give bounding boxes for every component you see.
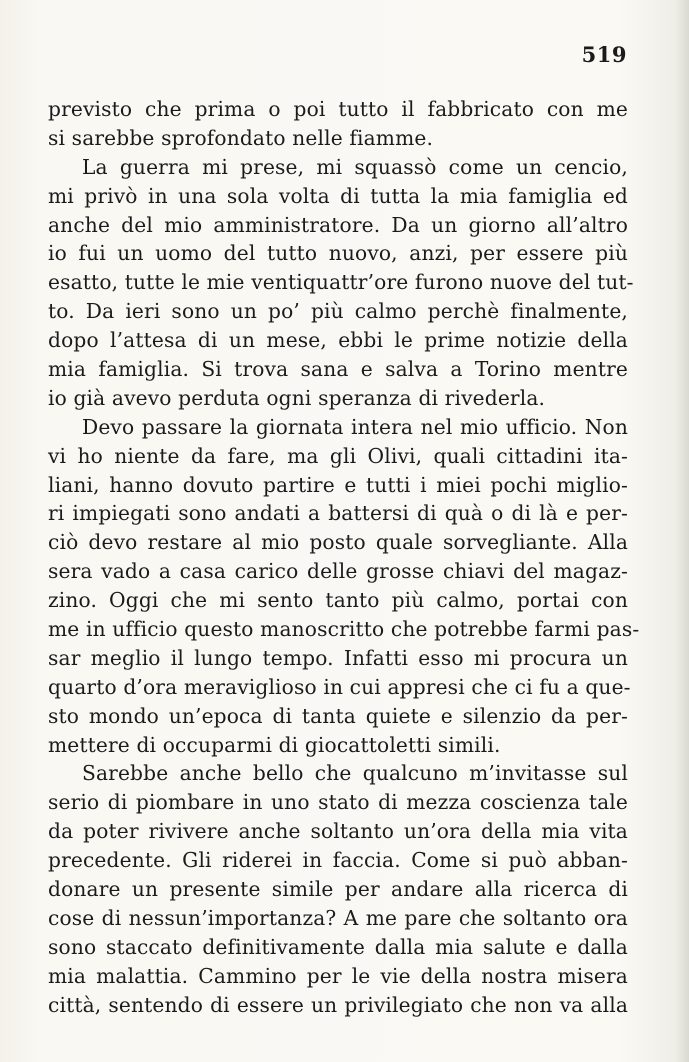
text-line: esatto, tutte le mie ventiquattr’ore furono nuove del tut- (48, 270, 634, 295)
text-line: vi ho niente da fare, ma gli Olivi, quali cittadini ita- (48, 443, 628, 468)
text-line: io fui un uomo del tutto nuovo, anzi, per essere più (48, 241, 628, 266)
text-line: sto mondo un’epoca di tanta quiete e silenzio da per- (48, 703, 628, 728)
body-text (48, 95, 640, 1020)
text-line: sono staccato definitivamente dalla mia salute e dalla (48, 934, 628, 959)
text-line: sar meglio il lungo tempo. Infatti esso mi procura un (48, 645, 628, 670)
text-line: ri impiegati sono andati a battersi di quà o di là e per- (48, 501, 628, 526)
text-line: precedente. Gli riderei in faccia. Come si può abban- (48, 848, 628, 873)
text-line: serio di piombare in uno stato di mezza coscienza tale (48, 790, 628, 815)
text-line: cose di nessun’importanza? A me pare che soltanto ora (48, 905, 628, 930)
text-line: mia famiglia. Si trova sana e salva a Torino mentre (48, 357, 628, 382)
text-line: me in ufficio questo manoscritto che potrebbe farmi pas- (48, 617, 640, 642)
text-line: previsto che prima o poi tutto il fabbricato con me (48, 97, 628, 121)
text-line: io già avevo perduta ogni speranza di rivederla. (48, 385, 546, 410)
text-line: da poter rivivere anche soltanto un’ora della mia vita (48, 819, 628, 844)
page-number: 519 (581, 42, 627, 67)
text-line: sera vado a casa carico delle grosse chiavi del magaz- (48, 559, 628, 584)
text-line: ciò devo restare al mio posto quale sorvegliante. Alla (48, 530, 628, 555)
text-line: si sarebbe sprofondato nelle fiamme. (48, 125, 434, 150)
text-line: donare un presente simile per andare alla ricerca di (48, 877, 628, 902)
text-line: Devo passare la giornata intera nel mio ufficio. Non (82, 414, 628, 439)
text-line: Sarebbe anche bello che qualcuno m’invitasse sul (82, 761, 628, 786)
text-line: liani, hanno dovuto partire e tutti i miei pochi miglio- (48, 472, 628, 497)
text-line: città, sentendo di essere un privilegiato che non va alla (48, 992, 628, 1017)
text-line: zino. Oggi che mi sento tanto più calmo, portai con (48, 588, 628, 613)
text-line: anche del mio amministratore. Da un giorno all’altro (48, 212, 628, 237)
text-line: La guerra mi prese, mi squassò come un cencio, (82, 154, 628, 179)
text-line: mia malattia. Cammino per le vie della nostra misera (48, 963, 628, 988)
text-line: quarto d’ora meraviglioso in cui appresi che ci fu a que- (48, 674, 631, 699)
text-line: dopo l’attesa di un mese, ebbi le prime notizie della (48, 328, 628, 353)
text-line: mettere di occuparmi di giocattoletti simili. (48, 732, 501, 757)
text-line: mi privò in una sola volta di tutta la mia famiglia ed (48, 183, 628, 208)
page-edge-shadow (675, 0, 689, 1062)
text-line: to. Da ieri sono un po’ più calmo perchè finalmente, (48, 299, 628, 324)
